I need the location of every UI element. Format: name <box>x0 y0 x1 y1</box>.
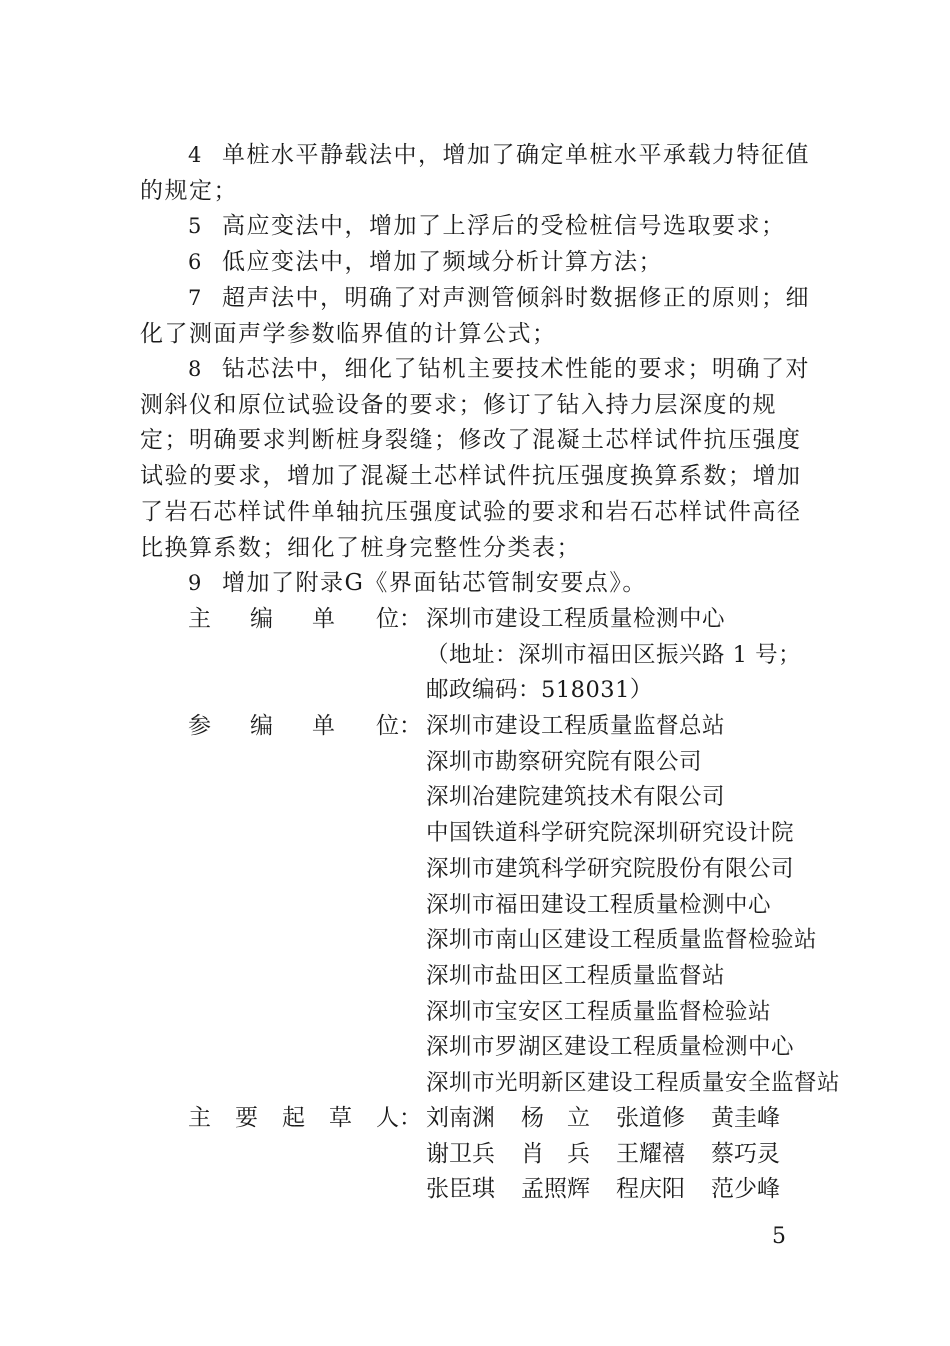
participant-unit: 深圳市盐田区工程质量监督站 <box>426 962 726 989</box>
label-char: 编 <box>250 606 273 632</box>
item-text: 单桩水平静载法中，增加了确定单桩水平承载力特征值的规定； <box>140 142 810 204</box>
label-char: 位： <box>376 713 422 739</box>
drafter-name: 谢卫兵 <box>426 1140 495 1167</box>
label-char: 编 <box>250 713 273 739</box>
item-text: 高应变法中，增加了上浮后的受检桩信号选取要求； <box>222 213 786 239</box>
chief-editor-postcode: 邮政编码：518031） <box>426 677 653 704</box>
item-number: 8 <box>188 357 203 381</box>
drafter-name: 黄圭峰 <box>711 1105 780 1131</box>
item-number: 4 <box>188 143 203 167</box>
drafter-name: 范少峰 <box>711 1176 780 1203</box>
drafters-row <box>426 1101 806 1137</box>
drafters-list <box>426 1101 806 1208</box>
chief-editor-address: （地址：深圳市福田区振兴路 1 号； <box>426 641 802 668</box>
chief-editor-list <box>426 602 816 709</box>
item-number: 9 <box>188 571 203 595</box>
list-item-4 <box>140 138 810 209</box>
chief-editor-label <box>188 602 424 638</box>
label-char: 主 <box>188 1105 211 1131</box>
participant-unit: 深圳市南山区建设工程质量监督检验站 <box>426 927 818 954</box>
drafters-row <box>426 1137 806 1173</box>
item-number: 5 <box>188 214 203 238</box>
page-number: 5 <box>772 1224 786 1249</box>
participant-unit: 深圳市罗湖区建设工程质量检测中心 <box>426 1034 795 1061</box>
item-text: 超声法中，明确了对声测管倾斜时数据修正的原则；细化了测面声学参数临界值的计算公式； <box>140 285 810 347</box>
drafter-name: 王耀禧 <box>616 1140 685 1167</box>
item-text: 钻芯法中，细化了钻机主要技术性能的要求；明确了对测斜仪和原位试验设备的要求；修订了钻入持力层深度的规定；明确要求判断桩身裂缝；修改了混凝土芯样试件抗压强度试验的要求，增加了混凝土芯样试件抗压强度换算系数；增加了岩石芯样试件单轴抗压强度试验的要求和岩石芯样试件高径比换算系数；细化了桩身完整性分类表； <box>140 356 810 561</box>
drafter-name: 程庆阳 <box>616 1176 685 1203</box>
label-char: 要 <box>235 1105 258 1131</box>
item-text: 低应变法中，增加了频域分析计算方法； <box>222 249 663 275</box>
participant-unit: 深圳市宝安区工程质量监督检验站 <box>426 998 772 1025</box>
item-number: 7 <box>188 286 203 310</box>
participant-unit: 深圳市建设工程质量监督总站 <box>426 713 726 739</box>
drafters-row <box>426 1172 806 1208</box>
drafter-name: 张道修 <box>616 1105 685 1131</box>
participant-unit: 深圳市建筑科学研究院股份有限公司 <box>426 855 795 882</box>
list-item-8 <box>140 352 810 566</box>
drafters-label <box>188 1101 424 1137</box>
drafter-name: 刘南渊 <box>426 1105 495 1131</box>
item-number: 6 <box>188 250 203 274</box>
drafter-name: 杨 立 <box>521 1105 590 1131</box>
drafter-name: 蔡巧灵 <box>711 1140 780 1167</box>
participant-unit: 深圳市福田建设工程质量检测中心 <box>426 891 772 918</box>
label-char: 位： <box>376 606 422 632</box>
label-char: 单 <box>312 606 335 632</box>
label-char: 单 <box>312 713 335 739</box>
participants-label <box>188 709 424 745</box>
participant-unit: 深圳市勘察研究院有限公司 <box>426 748 703 775</box>
list-item-7 <box>140 281 810 352</box>
participants-list <box>426 709 841 1102</box>
label-char: 主 <box>188 606 211 632</box>
item-text: 增加了附录G《界面钻芯管制安要点》。 <box>222 570 647 596</box>
drafter-name: 孟照辉 <box>521 1176 590 1203</box>
label-char: 起 <box>282 1105 305 1131</box>
label-char: 人： <box>376 1105 422 1131</box>
list-item-5 <box>140 209 810 245</box>
label-char: 参 <box>188 713 211 739</box>
participant-unit: 中国铁道科学研究院深圳研究设计院 <box>426 820 795 847</box>
chief-editor-name: 深圳市建设工程质量检测中心 <box>426 606 726 632</box>
participant-unit: 深圳冶建院建筑技术有限公司 <box>426 784 726 811</box>
list-item-6 <box>140 245 810 281</box>
list-item-9 <box>140 566 810 602</box>
participant-unit: 深圳市光明新区建设工程质量安全监督站 <box>426 1070 841 1097</box>
drafter-name: 张臣琪 <box>426 1176 495 1203</box>
drafter-name: 肖 兵 <box>521 1140 590 1167</box>
label-char: 草 <box>329 1105 352 1131</box>
